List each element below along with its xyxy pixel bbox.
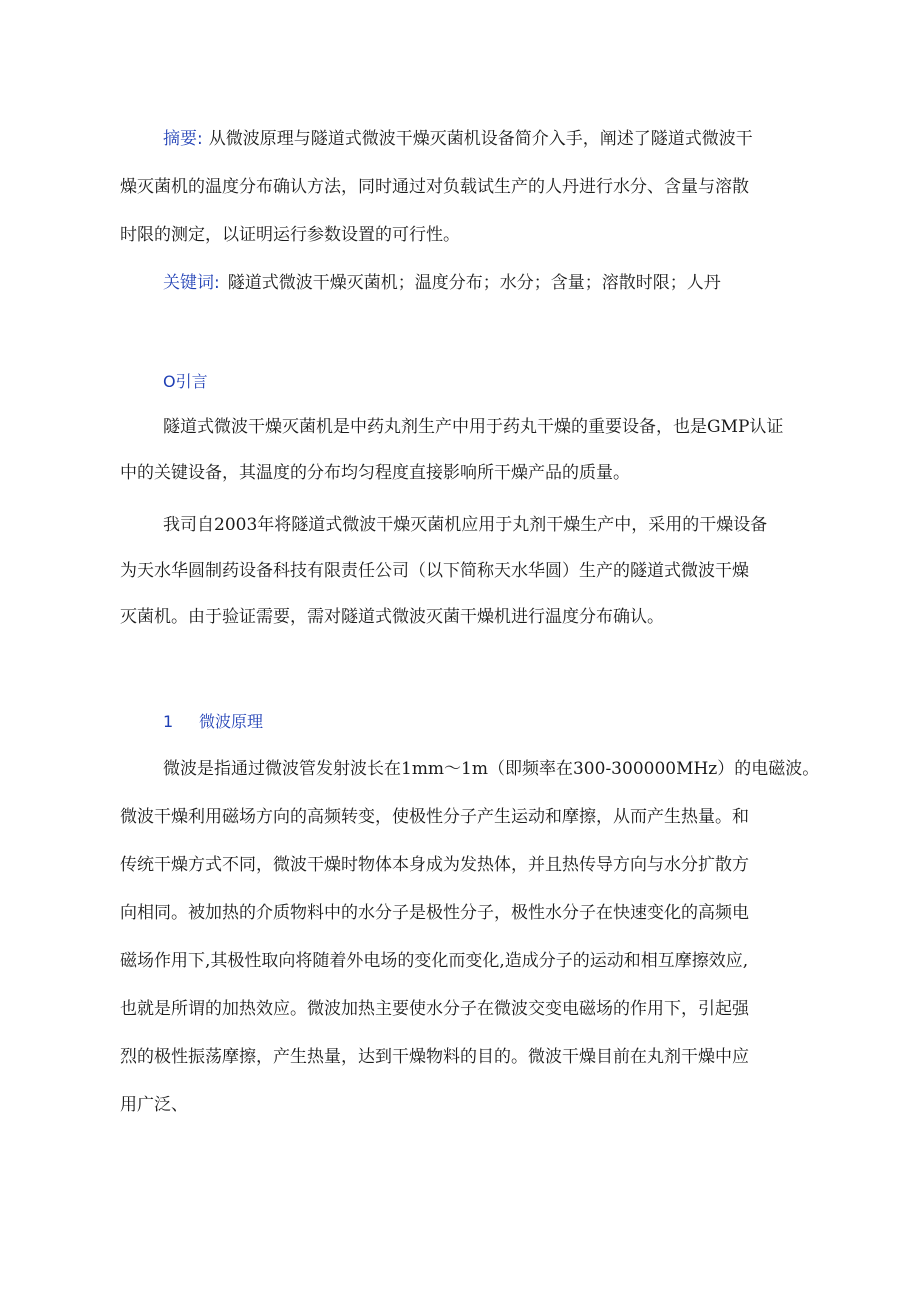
paragraph-line: 为天水华圆制药设备科技有限责任公司（以下简称天水华圆）生产的隧道式微波干燥 <box>120 561 749 581</box>
abstract-line: 燥灭菌机的温度分布确认方法，同时通过对负载试生产的人丹进行水分、含量与溶散 <box>120 177 749 197</box>
section-title: 微波原理 <box>199 712 264 731</box>
paragraph-line: 隧道式微波干燥灭菌机是中药丸剂生产中用于药丸干燥的重要设备，也是GMP认证 <box>163 417 784 437</box>
paragraph-line: 微波干燥利用磁场方向的高频转变，使极性分子产生运动和摩擦，从而产生热量。和 <box>120 807 749 827</box>
intro-paragraph-2 <box>120 506 767 636</box>
section-heading-introduction: O引言 <box>163 372 208 391</box>
paragraph-line: 用广泛、 <box>120 1095 188 1115</box>
paragraph-line: 磁场作用下,其极性取向将随着外电场的变化而变化,造成分子的运动和相互摩擦效应, <box>120 951 749 971</box>
paragraph-line: 我司自2003年将隧道式微波干燥灭菌机应用于丸剂干燥生产中，采用的干燥设备 <box>163 515 768 535</box>
intro-paragraph-1 <box>120 408 783 492</box>
paragraph-line: 微波是指通过微波管发射波长在1mm～1m（即频率在300-300000MHz）的电磁波。 <box>163 759 820 779</box>
keywords <box>163 264 721 302</box>
keywords-label: 关键词: <box>163 273 220 293</box>
keywords-text: 隧道式微波干燥灭菌机；温度分布；水分；含量；溶散时限；人丹 <box>227 273 721 293</box>
paragraph-line: 灭菌机。由于验证需要，需对隧道式微波灭菌干燥机进行温度分布确认。 <box>120 607 664 627</box>
paragraph-line: 烈的极性振荡摩擦，产生热量，达到干燥物料的目的。微波干燥目前在丸剂干燥中应 <box>120 1047 749 1067</box>
microwave-principle-paragraph <box>120 750 819 1124</box>
paragraph-line: 中的关键设备，其温度的分布均匀程度直接影响所干燥产品的质量。 <box>120 463 630 483</box>
paragraph-line: 也就是所谓的加热效应。微波加热主要使水分子在微波交变电磁场的作用下，引起强 <box>120 999 749 1019</box>
abstract-line: 时限的测定，以证明运行参数设置的可行性。 <box>120 225 460 245</box>
section-heading-microwave-principle <box>163 710 263 734</box>
paragraph-line: 向相同。被加热的介质物料中的水分子是极性分子，极性水分子在快速变化的高频电 <box>120 903 749 923</box>
section-number: 1 <box>163 712 174 731</box>
paragraph-line: 传统干燥方式不同，微波干燥时物体本身成为发热体，并且热传导方向与水分扩散方 <box>120 855 749 875</box>
abstract-line: 从微波原理与隧道式微波干燥灭菌机设备简介入手，阐述了隧道式微波干 <box>208 129 753 149</box>
abstract-label: 摘要: <box>163 129 203 149</box>
abstract <box>120 120 753 254</box>
